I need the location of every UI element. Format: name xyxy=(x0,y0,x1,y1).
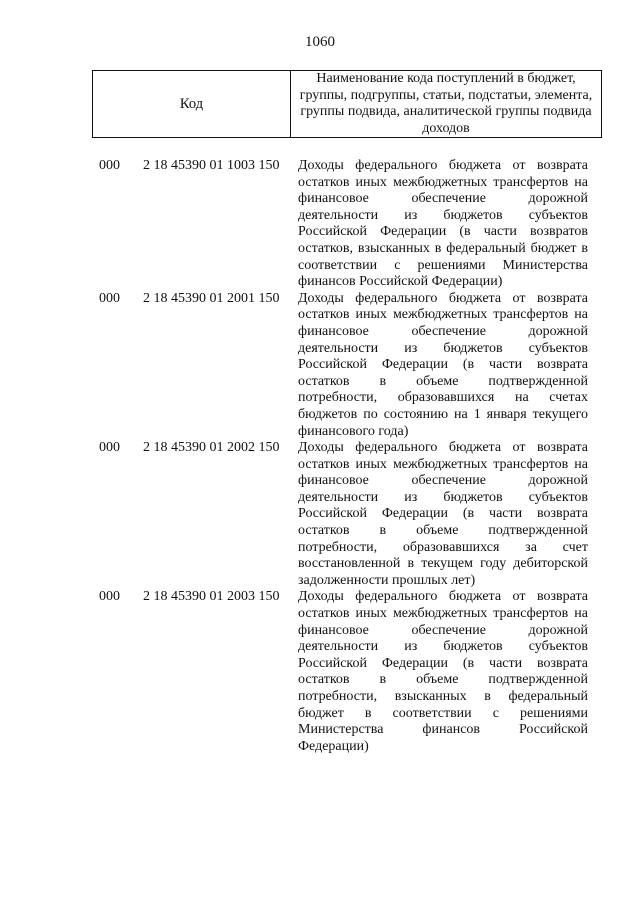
table-row xyxy=(0,158,640,291)
revenue-code: 2 18 45390 01 2002 150 xyxy=(143,440,280,456)
name-column-header: Наименование кода поступлений в бюджет, группы, подгруппы, статьи, подстатьи, элемента, группы подвида, аналитической группы подвида доходов xyxy=(299,71,593,136)
table-row xyxy=(0,440,640,589)
revenue-code-list xyxy=(0,158,640,755)
revenue-description: Доходы федерального бюджета от возврата остатков иных межбюджетных трансфертов на финансовое обеспечение дорожной деятельности из бюджетов субъектов Российской Федерации (в части возврата остатков в объеме подтвержденной потребности, взысканных в федеральный бюджет в соответствии с решениями Министерства финансов Российской Федерации) xyxy=(298,589,588,754)
code-column-header: Код xyxy=(93,71,291,137)
admin-code: 000 xyxy=(99,158,120,173)
revenue-description: Доходы федерального бюджета от возврата остатков иных межбюджетных трансфертов на финансовое обеспечение дорожной деятельности из бюджетов субъектов Российской Федерации (в части возвратов остатков, взысканных в федеральный бюджет в соответствии с решениями Министерства финансов Российской Федерации) xyxy=(298,158,588,290)
admin-code: 000 xyxy=(99,290,120,306)
table-row xyxy=(0,589,640,755)
table-header xyxy=(92,70,602,138)
revenue-description: Доходы федерального бюджета от возврата остатков иных межбюджетных трансфертов на финансовое обеспечение дорожной деятельности из бюджетов субъектов Российской Федерации (в части возврата остатков в объеме подтвержденной потребности, образовавшихся за счет восстановленной в текущем году дебиторской задолженности прошлых лет) xyxy=(298,440,588,588)
revenue-description: Доходы федерального бюджета от возврата остатков иных межбюджетных трансфертов на финансовое обеспечение дорожной деятельности из бюджетов субъектов Российской Федерации (в части возврата остатков в объеме подтвержденной потребности, образовавшихся на счетах бюджетов по состоянию на 1 января текущего финансового года) xyxy=(298,290,588,439)
page-number: 1060 xyxy=(305,34,335,50)
admin-code: 000 xyxy=(99,589,120,605)
revenue-code: 2 18 45390 01 1003 150 xyxy=(143,158,280,173)
admin-code: 000 xyxy=(99,440,120,456)
revenue-code: 2 18 45390 01 2001 150 xyxy=(143,290,280,306)
table-row xyxy=(0,291,640,440)
revenue-code: 2 18 45390 01 2003 150 xyxy=(143,589,280,605)
